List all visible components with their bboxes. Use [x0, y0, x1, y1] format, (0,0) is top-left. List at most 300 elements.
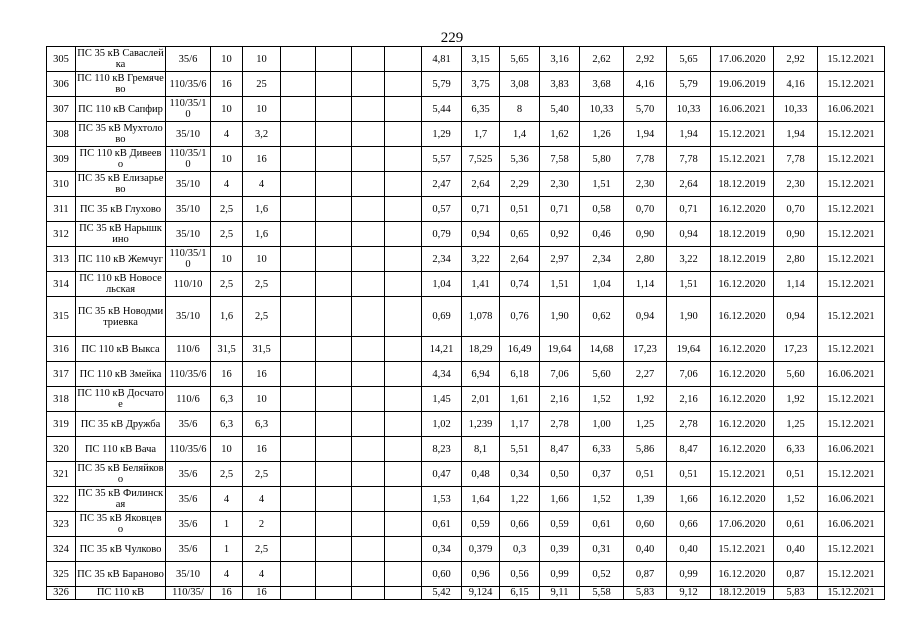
substation-name-cell: ПС 35 кВ Новодмитриевка: [76, 297, 166, 337]
empty-cell: [316, 247, 352, 272]
empty-cell: [316, 122, 352, 147]
load-value-cell: 0,31: [580, 537, 624, 562]
empty-cell: [385, 587, 422, 600]
load-value-cell: 2,34: [580, 247, 624, 272]
max-load-cell: 2,16: [667, 387, 711, 412]
load-value-cell: 3,08: [500, 72, 540, 97]
measurement-date-cell: 15.12.2021: [818, 387, 885, 412]
empty-cell: [352, 222, 385, 247]
substation-name-cell: ПС 35 кВ Дружба: [76, 412, 166, 437]
load-value-cell: 2,47: [422, 172, 462, 197]
empty-cell: [316, 172, 352, 197]
measurement-date-cell: 16.06.2021: [818, 512, 885, 537]
load-value-cell: 5,51: [500, 437, 540, 462]
row-number-cell: 305: [47, 47, 76, 72]
load-value-cell: 0,96: [462, 562, 500, 587]
load-value-cell: 7,525: [462, 147, 500, 172]
voltage-class-cell: 35/10: [166, 562, 211, 587]
load-value-cell: 3,15: [462, 47, 500, 72]
load-value-cell: 0,60: [422, 562, 462, 587]
transformer-1-capacity-cell: 10: [211, 437, 243, 462]
max-load-date-cell: 16.12.2020: [711, 487, 774, 512]
transformer-1-capacity-cell: 16: [211, 587, 243, 600]
row-number-cell: 313: [47, 247, 76, 272]
transformer-1-capacity-cell: 6,3: [211, 387, 243, 412]
empty-cell: [281, 487, 316, 512]
load-value-cell: 5,83: [774, 587, 818, 600]
load-value-cell: 0,61: [580, 512, 624, 537]
transformer-1-capacity-cell: 16: [211, 72, 243, 97]
empty-cell: [385, 512, 422, 537]
max-load-date-cell: 15.12.2021: [711, 537, 774, 562]
measurement-date-cell: 15.12.2021: [818, 297, 885, 337]
load-value-cell: 2,92: [774, 47, 818, 72]
measurement-date-cell: 16.06.2021: [818, 437, 885, 462]
measurement-date-cell: 15.12.2021: [818, 462, 885, 487]
empty-cell: [352, 272, 385, 297]
table-row: [47, 562, 885, 587]
table-row: [47, 122, 885, 147]
empty-cell: [352, 387, 385, 412]
max-load-date-cell: 16.12.2020: [711, 297, 774, 337]
voltage-class-cell: 110/6: [166, 337, 211, 362]
voltage-class-cell: 110/35/10: [166, 247, 211, 272]
load-value-cell: 1,17: [500, 412, 540, 437]
measurement-date-cell: 15.12.2021: [818, 412, 885, 437]
load-value-cell: 5,65: [500, 47, 540, 72]
load-value-cell: 1,53: [422, 487, 462, 512]
empty-cell: [352, 72, 385, 97]
load-value-cell: 17,23: [774, 337, 818, 362]
load-value-cell: 14,68: [580, 337, 624, 362]
max-load-date-cell: 16.12.2020: [711, 562, 774, 587]
load-value-cell: 0,58: [580, 197, 624, 222]
load-value-cell: 1,4: [500, 122, 540, 147]
empty-cell: [316, 197, 352, 222]
transformer-2-capacity-cell: 1,6: [243, 197, 281, 222]
load-value-cell: 1,61: [500, 387, 540, 412]
max-load-date-cell: 18.12.2019: [711, 222, 774, 247]
load-value-cell: 0,94: [462, 222, 500, 247]
load-value-cell: 1,14: [774, 272, 818, 297]
load-value-cell: 0,40: [774, 537, 818, 562]
row-number-cell: 317: [47, 362, 76, 387]
max-load-date-cell: 16.12.2020: [711, 272, 774, 297]
table-row: [47, 537, 885, 562]
load-value-cell: 6,33: [580, 437, 624, 462]
substation-name-cell: ПС 35 кВ Нарышкино: [76, 222, 166, 247]
voltage-class-cell: 110/35/10: [166, 147, 211, 172]
load-value-cell: 0,48: [462, 462, 500, 487]
empty-cell: [385, 297, 422, 337]
empty-cell: [281, 47, 316, 72]
max-load-date-cell: 17.06.2020: [711, 512, 774, 537]
load-value-cell: 0,39: [540, 537, 580, 562]
load-value-cell: 3,22: [462, 247, 500, 272]
voltage-class-cell: 35/10: [166, 222, 211, 247]
empty-cell: [316, 587, 352, 600]
load-value-cell: 0,59: [540, 512, 580, 537]
substation-name-cell: ПС 35 кВ Беляйково: [77, 463, 164, 485]
transformer-2-capacity-cell: 10: [243, 247, 281, 272]
max-load-date-cell: 18.12.2019: [711, 587, 774, 600]
empty-cell: [385, 337, 422, 362]
measurement-date-cell: 15.12.2021: [818, 47, 885, 72]
load-value-cell: 4,81: [422, 47, 462, 72]
load-value-cell: 4,34: [422, 362, 462, 387]
measurement-date-cell: 15.12.2021: [818, 147, 885, 172]
load-value-cell: 17,23: [624, 337, 667, 362]
empty-cell: [281, 147, 316, 172]
substation-name-cell: ПС 110 кВ Выкса: [76, 337, 166, 362]
load-value-cell: 3,16: [540, 47, 580, 72]
transformer-2-capacity-cell: 2: [243, 512, 281, 537]
max-load-cell: 19,64: [667, 337, 711, 362]
empty-cell: [281, 537, 316, 562]
load-value-cell: 5,40: [540, 97, 580, 122]
load-value-cell: 1,62: [540, 122, 580, 147]
load-value-cell: 5,57: [422, 147, 462, 172]
max-load-cell: 1,51: [667, 272, 711, 297]
load-value-cell: 5,70: [624, 97, 667, 122]
empty-cell: [352, 462, 385, 487]
max-load-date-cell: 15.12.2021: [711, 122, 774, 147]
load-value-cell: 0,90: [774, 222, 818, 247]
load-value-cell: 6,18: [500, 362, 540, 387]
measurement-date-cell: 16.06.2021: [818, 97, 885, 122]
substation-name-cell: ПС 110 кВ Сапфир: [76, 97, 166, 122]
load-value-cell: 0,60: [624, 512, 667, 537]
voltage-class-cell: 110/6: [166, 387, 211, 412]
empty-cell: [385, 47, 422, 72]
empty-cell: [385, 562, 422, 587]
table-row: [47, 147, 885, 172]
empty-cell: [352, 412, 385, 437]
empty-cell: [281, 337, 316, 362]
empty-cell: [385, 437, 422, 462]
empty-cell: [316, 487, 352, 512]
table-row: [47, 47, 885, 72]
load-value-cell: 0,40: [624, 537, 667, 562]
max-load-cell: 10,33: [667, 97, 711, 122]
load-value-cell: 5,83: [624, 587, 667, 600]
load-value-cell: 7,78: [624, 147, 667, 172]
measurement-date-cell: 16.06.2021: [818, 487, 885, 512]
load-value-cell: 5,60: [580, 362, 624, 387]
load-value-cell: 2,80: [624, 247, 667, 272]
table-row: [47, 412, 885, 437]
load-value-cell: 8,23: [422, 437, 462, 462]
load-value-cell: 1,51: [540, 272, 580, 297]
table-row: [47, 97, 885, 122]
load-value-cell: 0,59: [462, 512, 500, 537]
transformer-2-capacity-cell: 6,3: [243, 412, 281, 437]
load-value-cell: 0,87: [624, 562, 667, 587]
empty-cell: [281, 222, 316, 247]
table-row: [47, 487, 885, 512]
substation-name-cell: ПС 35 кВ Елизарьево: [76, 172, 166, 197]
load-value-cell: 1,04: [422, 272, 462, 297]
transformer-1-capacity-cell: 16: [211, 362, 243, 387]
load-value-cell: 5,42: [422, 587, 462, 600]
table-row: [47, 512, 885, 537]
load-value-cell: 2,30: [540, 172, 580, 197]
load-value-cell: 0,62: [580, 297, 624, 337]
transformer-1-capacity-cell: 4: [211, 487, 243, 512]
substation-name-cell: ПС 110 кВ Жемчуг: [76, 247, 166, 272]
empty-cell: [281, 297, 316, 337]
load-value-cell: 2,29: [500, 172, 540, 197]
load-value-cell: 0,69: [422, 297, 462, 337]
load-value-cell: 5,86: [624, 437, 667, 462]
load-value-cell: 2,01: [462, 387, 500, 412]
substation-name-cell: ПС 35 кВ Бараново: [76, 562, 166, 587]
transformer-2-capacity-cell: 10: [243, 97, 281, 122]
voltage-class-cell: 110/35/6: [166, 72, 211, 97]
load-value-cell: 7,06: [540, 362, 580, 387]
empty-cell: [281, 587, 316, 600]
voltage-class-cell: 35/6: [166, 487, 211, 512]
row-number-cell: 309: [47, 147, 76, 172]
load-value-cell: 1,29: [422, 122, 462, 147]
load-value-cell: 2,78: [540, 412, 580, 437]
empty-cell: [352, 297, 385, 337]
load-value-cell: 0,65: [500, 222, 540, 247]
empty-cell: [385, 122, 422, 147]
load-value-cell: 6,94: [462, 362, 500, 387]
empty-cell: [352, 197, 385, 222]
max-load-cell: 0,66: [667, 512, 711, 537]
empty-cell: [281, 247, 316, 272]
empty-cell: [352, 172, 385, 197]
row-number-cell: 310: [47, 172, 76, 197]
empty-cell: [316, 512, 352, 537]
empty-cell: [352, 247, 385, 272]
load-value-cell: 8,1: [462, 437, 500, 462]
empty-cell: [316, 562, 352, 587]
transformer-2-capacity-cell: 10: [243, 387, 281, 412]
table-row: [47, 272, 885, 297]
measurement-date-cell: 15.12.2021: [818, 587, 885, 600]
load-value-cell: 0,56: [500, 562, 540, 587]
max-load-date-cell: 18.12.2019: [711, 172, 774, 197]
empty-cell: [316, 222, 352, 247]
load-value-cell: 8: [500, 97, 540, 122]
load-value-cell: 0,37: [580, 462, 624, 487]
substation-name-cell: ПС 35 кВ Глухово: [76, 197, 166, 222]
transformer-1-capacity-cell: 10: [211, 147, 243, 172]
table-row: [47, 587, 885, 600]
transformer-2-capacity-cell: 4: [243, 172, 281, 197]
load-value-cell: 0,379: [462, 537, 500, 562]
transformer-2-capacity-cell: 4: [243, 487, 281, 512]
table-row: [47, 197, 885, 222]
transformer-2-capacity-cell: 4: [243, 562, 281, 587]
max-load-date-cell: 16.06.2021: [711, 97, 774, 122]
load-value-cell: 1,52: [580, 487, 624, 512]
load-value-cell: 0,51: [624, 462, 667, 487]
row-number-cell: 307: [47, 97, 76, 122]
row-number-cell: 322: [47, 487, 76, 512]
empty-cell: [352, 122, 385, 147]
voltage-class-cell: 110/35/10: [166, 97, 211, 122]
transformer-2-capacity-cell: 2,5: [243, 537, 281, 562]
table-row: [47, 172, 885, 197]
load-value-cell: 2,97: [540, 247, 580, 272]
max-load-cell: 1,66: [667, 487, 711, 512]
voltage-class-cell: 110/35/6: [166, 362, 211, 387]
transformer-2-capacity-cell: 16: [243, 437, 281, 462]
empty-cell: [385, 97, 422, 122]
load-value-cell: 0,74: [500, 272, 540, 297]
transformer-1-capacity-cell: 2,5: [211, 222, 243, 247]
transformer-1-capacity-cell: 31,5: [211, 337, 243, 362]
load-value-cell: 8,47: [540, 437, 580, 462]
substation-name-cell: ПС 35 кВ Чулково: [76, 537, 166, 562]
measurement-date-cell: 16.06.2021: [818, 362, 885, 387]
measurement-date-cell: 15.12.2021: [818, 197, 885, 222]
empty-cell: [281, 437, 316, 462]
load-value-cell: 1,94: [624, 122, 667, 147]
transformer-2-capacity-cell: 16: [243, 587, 281, 600]
transformer-2-capacity-cell: 16: [243, 147, 281, 172]
empty-cell: [316, 147, 352, 172]
max-load-date-cell: 16.12.2020: [711, 337, 774, 362]
empty-cell: [281, 122, 316, 147]
load-value-cell: 10,33: [774, 97, 818, 122]
substation-name-cell: ПС 35 кВ Филинская: [76, 487, 166, 512]
load-value-cell: 16,49: [500, 337, 540, 362]
empty-cell: [352, 437, 385, 462]
transformer-1-capacity-cell: 1,6: [211, 297, 243, 337]
load-value-cell: 0,70: [624, 197, 667, 222]
max-load-date-cell: 16.12.2020: [711, 362, 774, 387]
max-load-cell: 2,78: [667, 412, 711, 437]
table-row: [47, 337, 885, 362]
measurement-date-cell: 15.12.2021: [818, 337, 885, 362]
empty-cell: [385, 247, 422, 272]
row-number-cell: 311: [47, 197, 76, 222]
transformer-1-capacity-cell: 1: [211, 512, 243, 537]
load-value-cell: 0,76: [500, 297, 540, 337]
empty-cell: [352, 362, 385, 387]
max-load-cell: 0,40: [667, 537, 711, 562]
measurement-date-cell: 15.12.2021: [818, 247, 885, 272]
substation-name-cell: ПС 35 кВ Яковцево: [76, 512, 166, 537]
substation-name-cell: ПС 110 кВ Новосельская: [76, 272, 166, 297]
load-value-cell: 1,239: [462, 412, 500, 437]
empty-cell: [281, 412, 316, 437]
empty-cell: [385, 387, 422, 412]
empty-cell: [352, 512, 385, 537]
empty-cell: [281, 97, 316, 122]
load-value-cell: 0,47: [422, 462, 462, 487]
max-load-date-cell: 15.12.2021: [711, 147, 774, 172]
load-value-cell: 14,21: [422, 337, 462, 362]
load-value-cell: 1,22: [500, 487, 540, 512]
empty-cell: [385, 72, 422, 97]
transformer-2-capacity-cell: 25: [243, 72, 281, 97]
empty-cell: [281, 362, 316, 387]
empty-cell: [316, 462, 352, 487]
load-value-cell: 1,92: [774, 387, 818, 412]
voltage-class-cell: 35/10: [166, 122, 211, 147]
empty-cell: [281, 562, 316, 587]
empty-cell: [385, 272, 422, 297]
load-value-cell: 1,41: [462, 272, 500, 297]
load-value-cell: 1,52: [774, 487, 818, 512]
load-value-cell: 3,83: [540, 72, 580, 97]
max-load-cell: 0,51: [667, 462, 711, 487]
row-number-cell: 308: [47, 122, 76, 147]
transformer-1-capacity-cell: 10: [211, 247, 243, 272]
table-row: [47, 222, 885, 247]
load-value-cell: 0,61: [422, 512, 462, 537]
measurement-date-cell: 15.12.2021: [818, 537, 885, 562]
row-number-cell: 314: [47, 272, 76, 297]
load-value-cell: 1,39: [624, 487, 667, 512]
load-value-cell: 0,51: [774, 462, 818, 487]
measurement-date-cell: 15.12.2021: [818, 172, 885, 197]
empty-cell: [281, 387, 316, 412]
load-value-cell: 3,68: [580, 72, 624, 97]
max-load-cell: 0,94: [667, 222, 711, 247]
empty-cell: [385, 412, 422, 437]
max-load-date-cell: 16.12.2020: [711, 197, 774, 222]
load-value-cell: 1,25: [774, 412, 818, 437]
substation-name-cell: ПС 110 кВ Дивеево: [76, 147, 166, 172]
empty-cell: [352, 537, 385, 562]
load-value-cell: 0,52: [580, 562, 624, 587]
table-row: [47, 362, 885, 387]
load-value-cell: 0,94: [774, 297, 818, 337]
empty-cell: [316, 97, 352, 122]
load-value-cell: 1,45: [422, 387, 462, 412]
row-number-cell: 319: [47, 412, 76, 437]
load-value-cell: 2,80: [774, 247, 818, 272]
load-value-cell: 0,79: [422, 222, 462, 247]
load-value-cell: 1,14: [624, 272, 667, 297]
row-number-cell: 306: [47, 72, 76, 97]
load-value-cell: 19,64: [540, 337, 580, 362]
empty-cell: [316, 72, 352, 97]
transformer-1-capacity-cell: 10: [211, 47, 243, 72]
load-value-cell: 0,90: [624, 222, 667, 247]
table-row: [47, 437, 885, 462]
max-load-cell: 0,99: [667, 562, 711, 587]
load-value-cell: 7,58: [540, 147, 580, 172]
row-number-cell: 326: [47, 587, 76, 600]
transformer-2-capacity-cell: 31,5: [243, 337, 281, 362]
substation-load-table: [46, 46, 885, 600]
max-load-date-cell: 16.12.2020: [711, 437, 774, 462]
max-load-date-cell: 18.12.2019: [711, 247, 774, 272]
empty-cell: [385, 172, 422, 197]
max-load-cell: 7,78: [667, 147, 711, 172]
voltage-class-cell: 35/10: [166, 297, 211, 337]
substation-name-cell: ПС 35 кВ Мухтолово: [76, 122, 166, 147]
empty-cell: [316, 387, 352, 412]
load-value-cell: 0,66: [500, 512, 540, 537]
substation-name-cell: ПС 110 кВ: [76, 587, 166, 600]
empty-cell: [316, 337, 352, 362]
substation-name-cell: ПС 110 кВ Досчатое: [77, 388, 164, 410]
load-value-cell: 1,94: [774, 122, 818, 147]
load-value-cell: 0,61: [774, 512, 818, 537]
measurement-date-cell: 15.12.2021: [818, 72, 885, 97]
load-value-cell: 1,00: [580, 412, 624, 437]
load-value-cell: 0,71: [462, 197, 500, 222]
